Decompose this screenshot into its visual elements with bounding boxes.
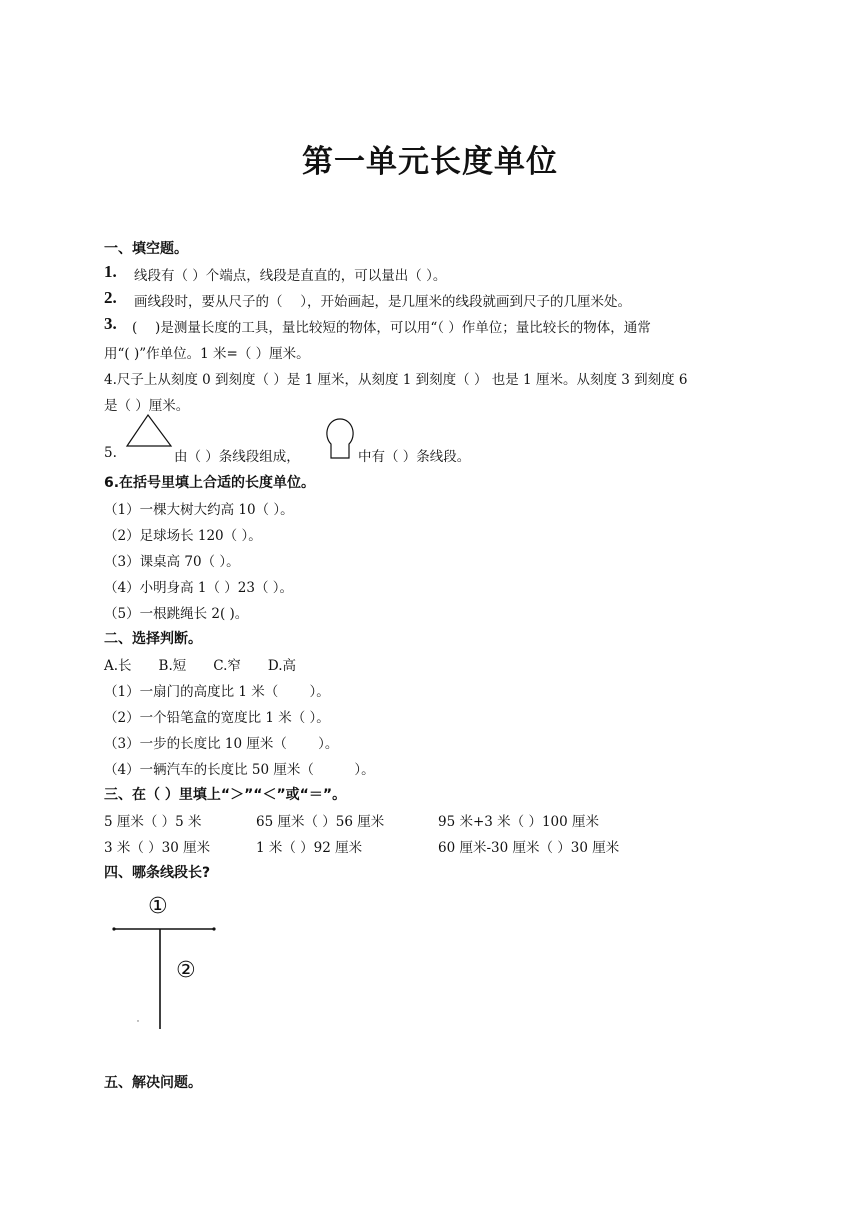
section-4-heading: 四、哪条线段长? [104, 865, 211, 881]
compare-r1-c3: 95 米+3 米（ ）100 厘米 [438, 814, 600, 830]
q6-item-2: （2）足球场长 120（ ）。 [104, 528, 262, 544]
q2-number: 2. [104, 288, 117, 307]
section-2-heading: 二、选择判断。 [104, 631, 202, 647]
s2-item-1: （1）一扇门的高度比 1 米（ ）。 [104, 684, 330, 700]
compare-r2-c3: 60 厘米-30 厘米（ ）30 厘米 [438, 840, 620, 856]
compare-r2-c1: 3 米（ ）30 厘米 [104, 840, 211, 856]
choice-options: A.长 B.短 C.窄 D.高 [104, 658, 297, 674]
segment-1-endpoint-left [112, 927, 115, 930]
section-1-heading: 一、填空题。 [104, 241, 188, 257]
s2-item-4: （4）一辆汽车的长度比 50 厘米（ ）。 [104, 762, 375, 778]
q6-item-5: （5）一根跳绳长 2( )。 [104, 606, 249, 622]
segment-1-endpoint-right [212, 927, 215, 930]
compare-r1-c2: 65 厘米（ ）56 厘米 [256, 814, 385, 830]
question-5-part-1: 由（ ）条线段组成， [174, 449, 300, 465]
question-1: 线段有（ ）个端点，线段是直直的，可以量出（ ）。 [134, 268, 447, 284]
question-3-line-2: 用“( )”作单位。1 米=（ ）厘米。 [104, 346, 310, 362]
section-3-heading: 三、在（ ）里填上“＞”“＜”或“＝”。 [104, 787, 347, 803]
arch-figure [326, 418, 356, 460]
segment-1-label: ① [148, 894, 168, 919]
compare-r1-c1: 5 厘米（ ）5 米 [104, 814, 202, 830]
q6-item-1: （1）一棵大树大约高 10（ ）。 [104, 502, 294, 518]
question-4-line-1: 4.尺子上从刻度 0 到刻度（ ）是 1 厘米，从刻度 1 到刻度（ ） 也是 1 厘米。从刻度 3 到刻度 6 [104, 372, 688, 388]
compare-r2-c2: 1 米（ ）92 厘米 [256, 840, 363, 856]
segment-2-label: ② [176, 958, 196, 983]
s2-item-2: （2）一个铅笔盒的宽度比 1 米（ ）。 [104, 710, 330, 726]
question-5-part-2: 中有（ ）条线段。 [358, 449, 471, 465]
page-title: 第一单元长度单位 [302, 144, 558, 180]
q3-number: 3. [104, 314, 117, 333]
q1-number: 1. [104, 262, 117, 281]
question-6-heading: 6.在括号里填上合适的长度单位。 [104, 475, 316, 491]
q6-item-4: （4）小明身高 1（ ）23（ ）。 [104, 580, 293, 596]
q6-item-3: （3）课桌高 70（ ）。 [104, 554, 240, 570]
question-2: 画线段时，要从尺子的（ ），开始画起，是几厘米的线段就画到尺子的几厘米处。 [134, 294, 632, 310]
s2-item-3: （3）一步的长度比 10 厘米（ ）。 [104, 736, 339, 752]
triangle-figure [126, 414, 174, 448]
q5-number: 5. [104, 445, 117, 461]
question-3-line-1: ( )是测量长度的工具，量比较短的物体，可以用“（ ）作单位；量比较长的物体，通常 [132, 320, 651, 336]
section-5-heading: 五、解决问题。 [104, 1075, 202, 1091]
question-4-line-2: 是（ ）厘米。 [104, 398, 190, 414]
